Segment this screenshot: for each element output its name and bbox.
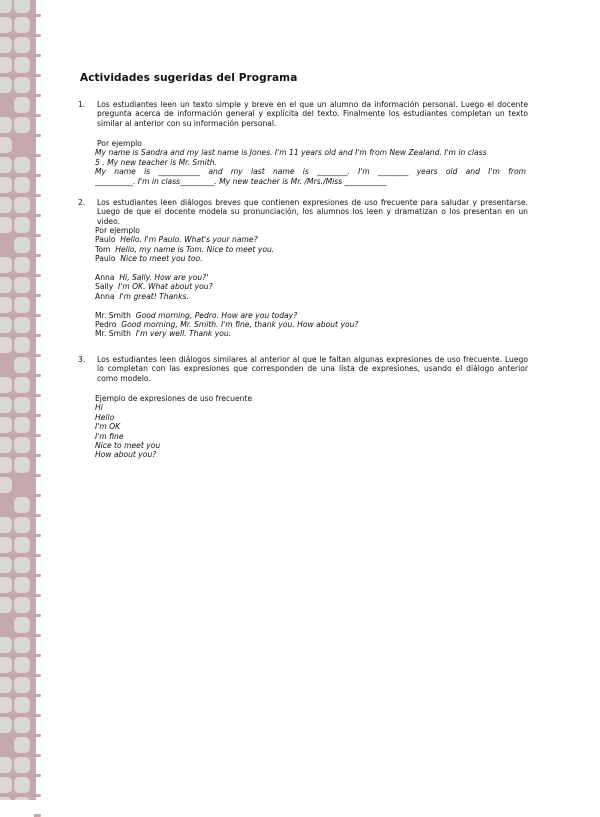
expression-item: I'm OK (95, 422, 121, 432)
activity-description: Los estudiantes leen diálogos similares al anterior al que le faltan algunas expresiones de uso frecuente. Luego lo completan con las expresiones que corresponden de una lista de expresiones, usando el diálogo anterior como modelo. (97, 355, 528, 383)
dialogue-line: Anna I'm great! Thanks. (95, 291, 189, 301)
dialogue-line: Anna Hi, Sally. How are you?' (95, 273, 209, 283)
example-label: Por ejemplo (95, 226, 140, 235)
example-line: My name is Sandra and my last name is Jones. I'm 11 years old and I'm from New Zealand. I'm in class (95, 148, 487, 158)
expression-item: How about you? (95, 450, 157, 460)
example-line: 5 . My new teacher is Mr. Smith. (95, 157, 217, 167)
activity-number: 2. (78, 198, 86, 207)
page-title: Actividades sugeridas del Programa (80, 72, 298, 84)
activity-2 (78, 198, 528, 226)
activity-1 (78, 100, 528, 128)
example-label: Por ejemplo (97, 139, 142, 148)
activity-description: Los estudiantes leen un texto simple y breve en el que un alumno da información personal. Luego el docente pregunta acerca de información general y explícita del texto. Finalmente los estudiantes completan un texto similar al anterior con su información personal. (97, 100, 528, 128)
example-label: Ejemplo de expresiones de uso frecuente (95, 394, 253, 403)
activity-1-example (95, 139, 526, 186)
expression-item: Nice to meet you (95, 441, 161, 451)
activity-3 (78, 355, 528, 383)
example-fill-line: __________. I'm in class_________. My new teacher is Mr. /Mrs./Miss ___________ (95, 176, 387, 186)
activity-number: 3. (78, 355, 86, 364)
activity-2-example (95, 226, 526, 339)
example-fill-line: My name is ___________ and my last name is ________. I'm ________ years old and I'm from (95, 167, 526, 177)
dialogue-line: Sally I'm OK. What about you? (95, 282, 213, 292)
dialogue-line: Paulo Nice to meet you too. (95, 254, 203, 264)
expression-item: I'm fine (95, 431, 124, 441)
dialogue-line: Mr. Smith I'm very well. Thank you. (95, 329, 232, 339)
dialogue-line: Tom Hello, my name is Tom. Nice to meet you. (95, 244, 275, 254)
dialogue-line: Pedro Good morning, Mr. Smith. I'm fine, thank you. How about you? (95, 320, 359, 330)
expression-item: Hello (95, 412, 115, 422)
activity-description: Los estudiantes leen diálogos breves que contienen expresiones de uso frecuente para saludar y presentarse. Luego de que el docente modela su pronunciación, los alumnos los leen y dramatizan o los presentan en un video. (97, 198, 528, 226)
expression-item: Hi (95, 403, 103, 413)
dialogue-line: Paulo Hello. I'm Paulo. What's your name? (95, 235, 258, 245)
activity-3-example (95, 394, 526, 460)
dialogue-line: Mr. Smith Good morning, Pedro. How are you today? (95, 310, 298, 320)
activity-number: 1. (78, 100, 86, 109)
